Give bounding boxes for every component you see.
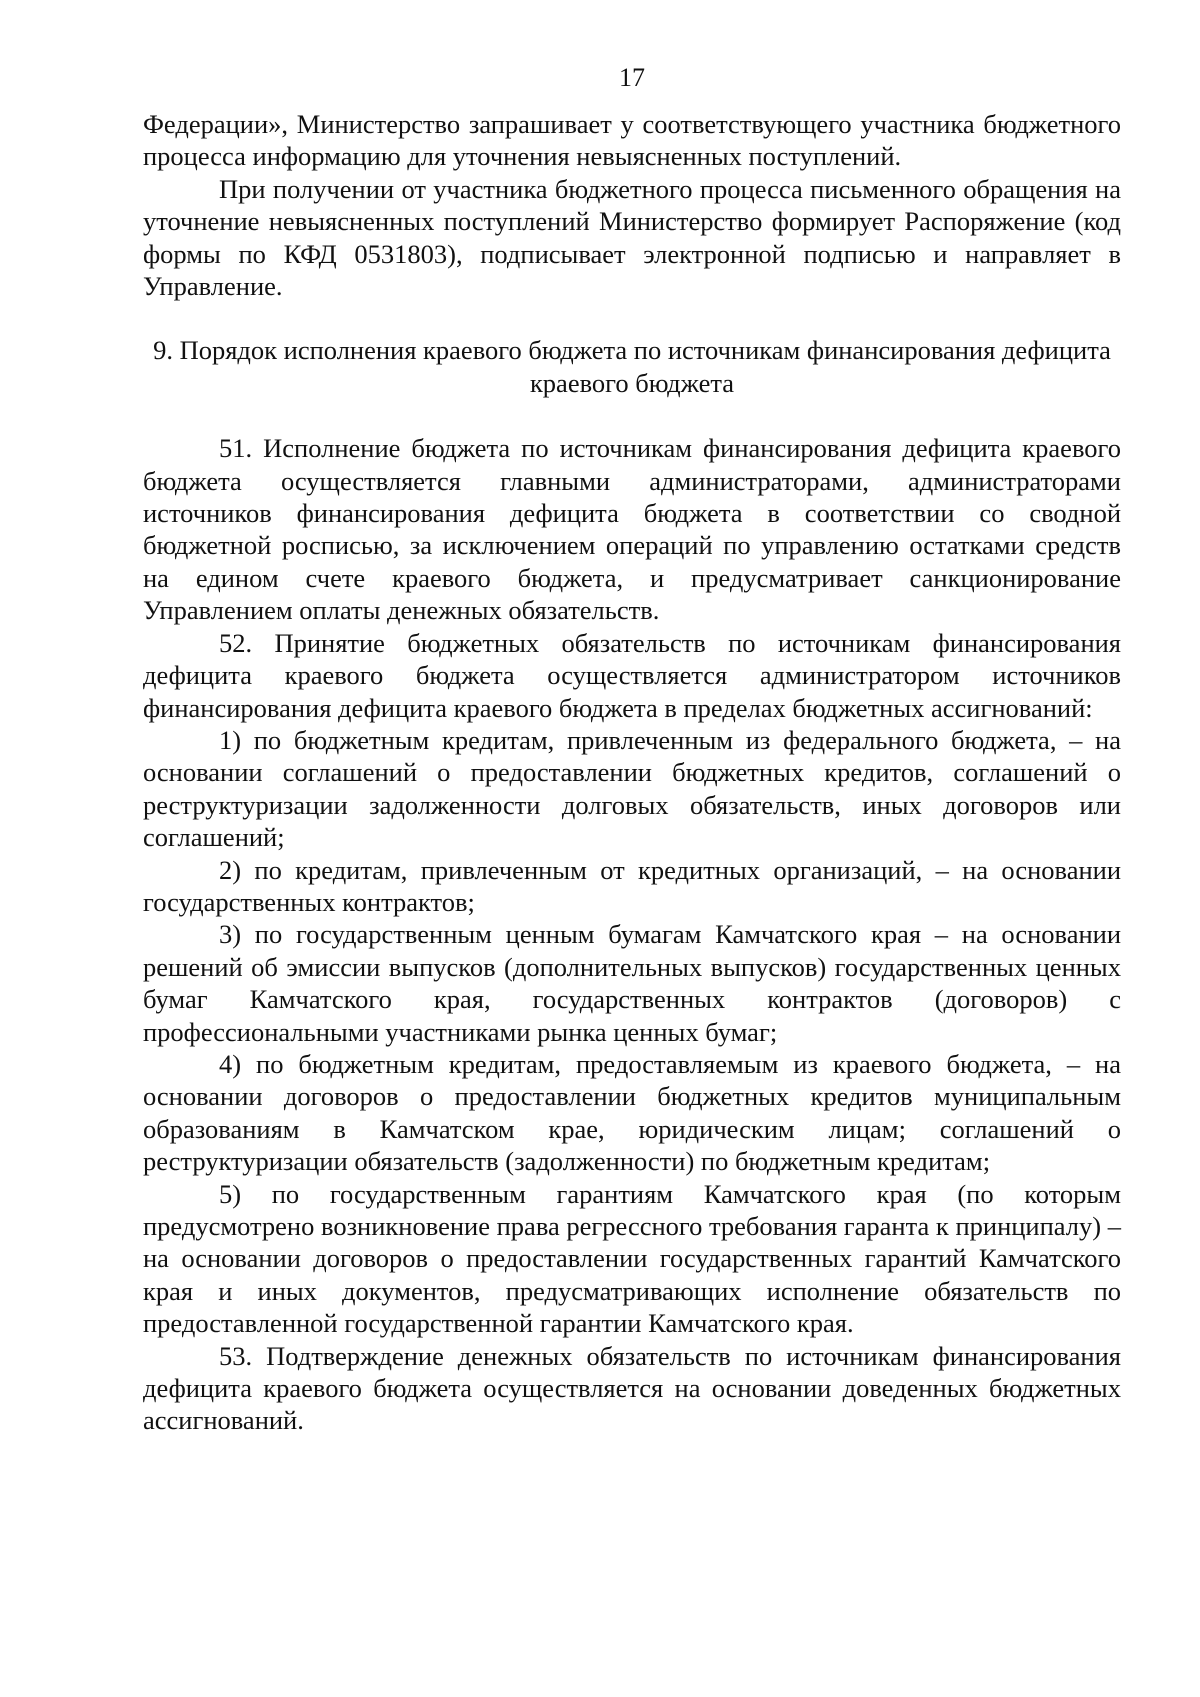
paragraph-item-53: 53. Подтверждение денежных обязательств по источникам финансирования дефицита краевого бюджета осуществляется на основании доведенных бюджетных ассигнований.: [143, 1340, 1121, 1436]
paragraph-subitem-5: 5) по государственным гарантиям Камчатского края (по которым предусмотрено возникновение права регрессного требования гаранта к принципалу) – на основании договоров о предоставлении государственных гарантий Камчатского края и иных документов, предусматривающих исполнение обязательств по предоставленной государственной гарантии Камчатского края.: [143, 1178, 1121, 1339]
paragraph-subitem-1: 1) по бюджетным кредитам, привлеченным из федерального бюджета, – на основании соглашений о предоставлении бюджетных кредитов, соглашений о реструктуризации задолженности долговых обязательств, иных договоров или соглашений;: [143, 724, 1121, 853]
section-heading: 9. Порядок исполнения краевого бюджета по источникам финансирования дефицита краевого бюджета: [153, 335, 1111, 398]
paragraph-subitem-3: 3) по государственным ценным бумагам Камчатского края – на основании решений об эмиссии выпусков (дополнительных выпусков) государственных ценных бумаг Камчатского края, государственных контрактов (договоров) с профессиональными участниками рынка ценных бумаг;: [143, 919, 1121, 1047]
page-number: 17: [619, 63, 645, 92]
paragraph-subitem-2: 2) по кредитам, привлеченным от кредитных организаций, – на основании государственных контрактов;: [143, 854, 1121, 917]
paragraph-written-request: При получении от участника бюджетного процесса письменного обращения на уточнение невыясненных поступлений Министерство формирует Распоряжение (код формы по КФД 0531803), подписывает электронной подписью и направляет в Управление.: [143, 173, 1121, 302]
paragraph-subitem-4: 4) по бюджетным кредитам, предоставляемым из краевого бюджета, – на основании договоров о предоставлении бюджетных кредитов муниципальным образованиям в Камчатском крае, юридическим лицам; соглашений о реструктуризации обязательств (задолженности) по бюджетным кредитам;: [143, 1048, 1121, 1177]
paragraph-federation-continued: Федерации», Министерство запрашивает у соответствующего участника бюджетного процесса информацию для уточнения невыясненных поступлений.: [143, 109, 1121, 172]
document-page: [143, 60, 1121, 1437]
paragraph-item-52: 52. Принятие бюджетных обязательств по источникам финансирования дефицита краевого бюджета осуществляется администратором источников финансирования дефицита краевого бюджета в пределах бюджетных ассигнований:: [143, 627, 1121, 723]
paragraph-item-51: 51. Исполнение бюджета по источникам финансирования дефицита краевого бюджета осуществляется главными администраторами, администраторами источников финансирования дефицита бюджета в соответствии со сводной бюджетной росписью, за исключением операций по управлению остатками средств на едином счете краевого бюджета, и предусматривает санкционирование Управлением оплаты денежных обязательств.: [143, 433, 1121, 626]
